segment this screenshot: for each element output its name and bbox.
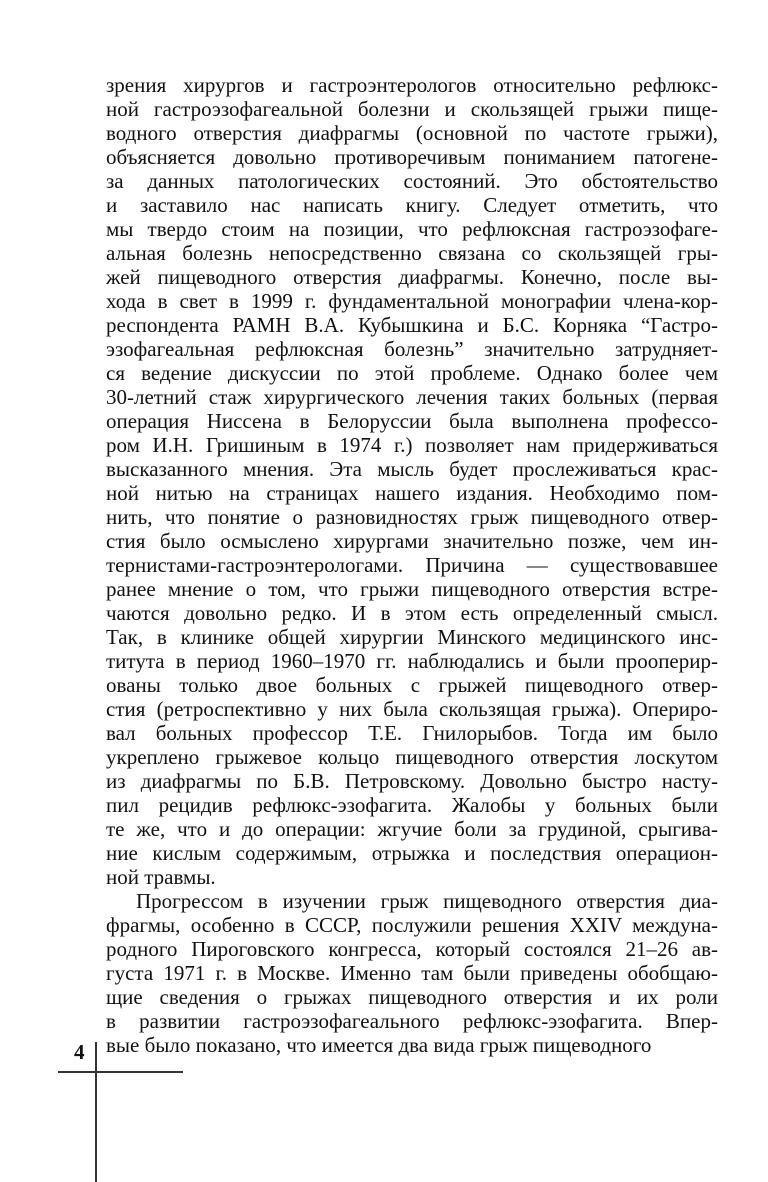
text-line: ной нитью на страницах нашего издания. Необходимо пом- (106, 481, 718, 505)
text-line: и заставило нас написать книгу. Следует отметить, что (106, 193, 718, 217)
text-line: водного отверстия диафрагмы (основной по частоте грыжи), (106, 121, 718, 145)
text-line: ранее мнение о том, что грыжи пищеводного отверстия встре- (106, 577, 718, 601)
text-line: высказанного мнения. Эта мысль будет прослеживаться крас- (106, 457, 718, 481)
text-line: ованы только двое больных с грыжей пищеводного отвер- (106, 673, 718, 697)
text-line: Прогрессом в изучении грыж пищеводного отверстия диа- (136, 889, 718, 913)
text-line: Так, в клинике общей хирургии Минского медицинского инс- (106, 625, 718, 649)
text-line: ром И.Н. Гришиным в 1974 г.) позволяет нам придерживаться (106, 433, 718, 457)
text-line: стия было осмыслено хирургами значительно позже, чем ин- (106, 529, 718, 553)
text-line: нить, что понятие о разновидностях грыж пищеводного отвер- (106, 505, 718, 529)
text-line: вал больных профессор Т.Е. Гнилорыбов. Тогда им было (106, 721, 718, 745)
text-line: ся ведение дискуссии по этой проблеме. Однако более чем (106, 361, 718, 385)
text-line: зрения хирургов и гастроэнтерологов относительно рефлюкс- (106, 73, 718, 97)
text-line: чаются довольно редко. И в этом есть определенный смысл. (106, 601, 718, 625)
text-line: те же, что и до операции: жгучие боли за грудиной, срыгива- (106, 817, 718, 841)
text-line: альная болезнь непосредственно связана со скользящей гры- (106, 241, 718, 265)
paragraph (106, 889, 718, 1057)
text-line: жей пищеводного отверстия диафрагмы. Конечно, после вы- (106, 265, 718, 289)
text-line: щие сведения о грыжах пищеводного отверстия и их роли (106, 985, 718, 1009)
text-line: 30-летний стаж хирургического лечения таких больных (первая (106, 385, 718, 409)
text-line: фрагмы, особенно в СССР, послужили решения XXIV междуна- (106, 913, 718, 937)
paragraph (106, 73, 718, 889)
text-line: густа 1971 г. в Москве. Именно там были приведены обобщаю- (106, 961, 718, 985)
text-line: операция Ниссена в Белоруссии была выполнена профессо- (106, 409, 718, 433)
text-line: ной травмы. (106, 865, 216, 889)
text-line: вые было показано, что имеется два вида грыж пищеводного (106, 1033, 652, 1057)
text-line: респондента РАМН В.А. Кубышкина и Б.С. Корняка “Гастро- (106, 313, 718, 337)
body-text (106, 73, 718, 1057)
text-line: ной гастроэзофагеальной болезни и скользящей грыжи пище- (106, 97, 718, 121)
text-line: мы твердо стоим на позиции, что рефлюксная гастроэзофаге- (106, 217, 718, 241)
text-line: укреплено грыжевое кольцо пищеводного отверстия лоскутом (106, 745, 718, 769)
text-line: хода в свет в 1999 г. фундаментальной монографии члена-кор- (106, 289, 718, 313)
text-line: тернистами-гастроэнтерологами. Причина — существовавшее (106, 553, 718, 577)
text-line: пил рецидив рефлюкс-эзофагита. Жалобы у больных были (106, 793, 718, 817)
text-line: титута в период 1960–1970 гг. наблюдались и были прооперир- (106, 649, 718, 673)
text-line: в развитии гастроэзофагеального рефлюкс-эзофагита. Впер- (106, 1009, 718, 1033)
page-corner-rule-vertical (95, 1042, 97, 1182)
text-line: из диафрагмы по Б.В. Петровскому. Довольно быстро насту- (106, 769, 718, 793)
text-line: эзофагеальная рефлюксная болезнь” значительно затрудняет- (106, 337, 718, 361)
text-line: за данных патологических состояний. Это обстоятельство (106, 169, 718, 193)
text-line: стия (ретроспективно у них была скользящая грыжа). Опериро- (106, 697, 718, 721)
text-line: объясняется довольно противоречивым пониманием патогене- (106, 145, 718, 169)
page-number: 4 (74, 1040, 85, 1064)
text-line: родного Пироговского конгресса, который состоялся 21–26 ав- (106, 937, 718, 961)
text-line: ние кислым содержимым, отрыжка и последствия операцион- (106, 841, 718, 865)
page-corner-rule-horizontal (58, 1071, 183, 1073)
